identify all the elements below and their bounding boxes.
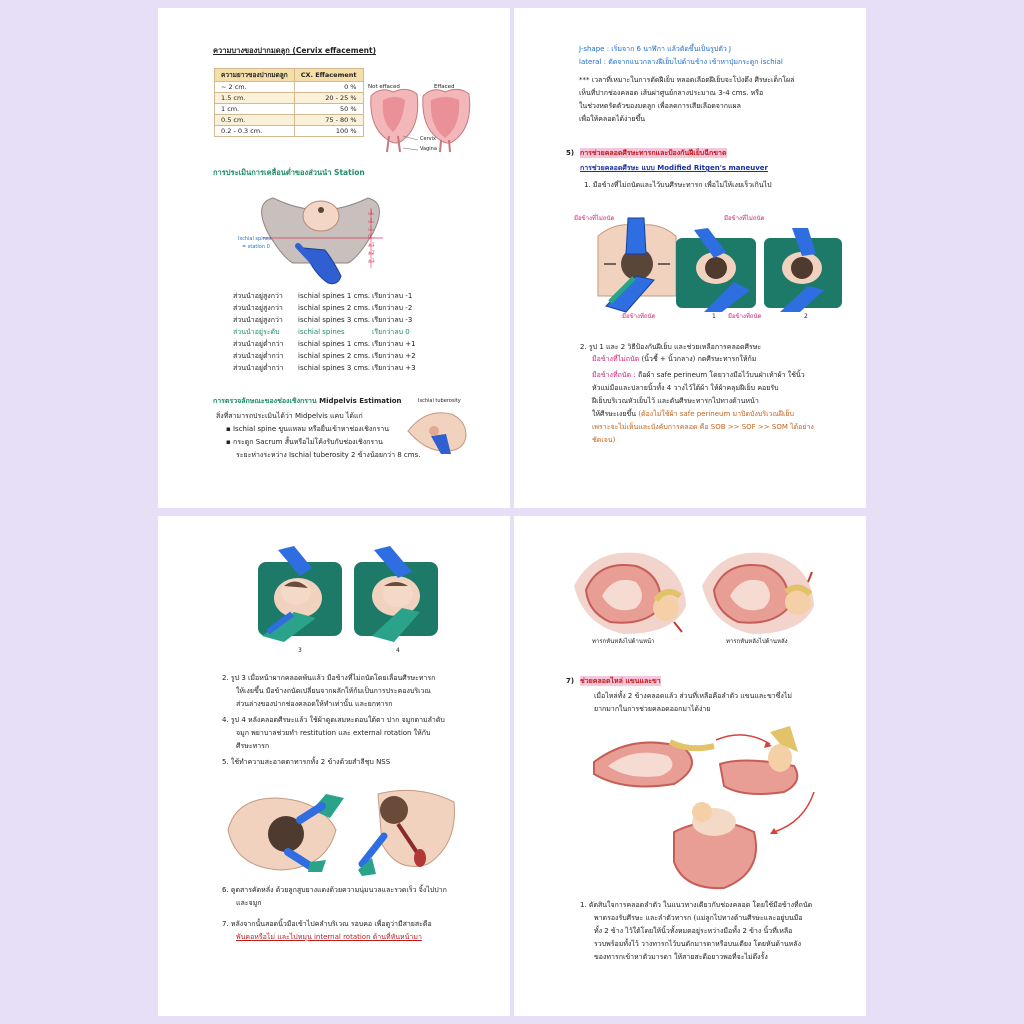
caption-posterior: ทารกหันหลังไปด้านหลัง	[726, 638, 788, 645]
midpelvis-bullet: ▪ Ischial spine ขูนแหลม หรือยื่นเข้าหาช่องเชิงกราน	[226, 425, 389, 433]
body-delivery-illustration	[594, 722, 824, 894]
ritgen-figure-2	[762, 228, 844, 312]
station-title: การประเมินการเคลื่อนต่ำของส่วนนำ Station	[213, 168, 365, 177]
step1-text: 1. มือข้างที่ไม่ถนัดและไว้บนศีรษะทารก เพื่อไม่ให้เงยเร็วเกินไป	[584, 181, 772, 189]
ritgen-figure-left	[596, 216, 678, 312]
step2-b: มือข้างที่ถนัด : ถือผ้า safe perineum โดยวางมือไว้บนฝ่าเท้าผ้า ใช้นิ้ว	[592, 371, 805, 379]
caption-anterior: ทารกหันหลังไปด้านหน้า	[592, 638, 655, 645]
effacement-table: ความยาวของปากมดลูก CX. Effacement ~ 2 cm. 0 % 1.5 cm. 20 - 25 % 1 cm. 50 % 0.5 cm. 75 - 80 % 0.2 - 0.3 cm. 100 %	[214, 68, 364, 137]
station-label-zero: = station 0	[242, 244, 270, 250]
label-nondominant-hand: มือข้างที่ไม่ถนัด	[574, 215, 615, 222]
ischial-tuberosity-label: Ischial tuberosity	[418, 398, 461, 404]
section7-title: ช่วยคลอดไหล่ แขนและขา	[580, 677, 661, 685]
section5-num: 5)	[566, 149, 575, 157]
suction-illustration	[358, 784, 460, 876]
anterior-shoulder-figure	[574, 546, 690, 636]
head-delivery-figure-3	[254, 546, 346, 642]
table-row: ~ 2 cm. 0 %	[215, 82, 364, 93]
midpelvis-intro: สิ่งที่สามารถประเมินได้ว่า Midpelvis แคบ ได้แก่	[216, 412, 363, 420]
label-nondominant-hand: มือข้างที่ไม่ถนัด	[724, 215, 765, 222]
lateral-line: lateral : ตัดจากแนวกลางฝีเย็บไปด้านข้าง เข้าหาปุ่มกระดูก ischial	[579, 58, 783, 66]
table-row: 0.5 cm. 75 - 80 %	[215, 115, 364, 126]
figure-number: 2	[804, 313, 808, 320]
table-row: 1 cm. 50 %	[215, 104, 364, 115]
page-shoulder-delivery: ทารกหันหลังไปด้านหน้า ทารกหันหลังไปด้านหลัง 7) ช่วยคลอดไหล่ แขนและขา เมื่อไหล่ทั้ง 2 ข้างคลอดแล้ว ส่วนที่เหลือคือลำตัว แขนและขาซึ่งไม่ ยากมากในการช่วยคลอดออกมาได้ง่าย 1. ตัดสินใจการคลอดลำตัว ในแนวทางเดียวกับช่องคลอด โดยใช้มือข้างที่ถนัด พาดรองรับศีรษะ และลำตัวทารก (แม่ลูกไปทางด้านศีรษะและอยู่บนมือ ทั้ง 2 ข้าง ไว้ใต้โดยให้นิ้วทั้งหมดอยู่ระหว่างมือทั้ง 2 ข้าง นิ้วที่เหลือ รวบพร้อมทั้งไว้ วางทารกไว้บนตักมารดาหรือบนเตียง โดยหันด้านหลัง ของทารกเข้าหาตัวมารดา ให้สายสะดือยาวพอที่จะไม่ดึงรั้ง	[514, 516, 866, 1016]
station-scale: -3 -2 -1 0 +1 +2 +3	[368, 211, 375, 264]
jshape-line: J-shape : เริ่มจาก 6 นาฬิกา แล้วตัดขึ้นเป็นรูปตัว J	[579, 45, 732, 53]
note-line: เห็นที่ปากช่องคลอด เส้นผ่าศูนย์กลางประมาณ 3-4 cms. หรือ	[579, 89, 764, 97]
midpelvis-bullet: ▪ กระดูก Sacrum สั้นหรือไม่โค้งรับกับช่องเชิงกราน	[226, 438, 383, 446]
figure-number: 1	[712, 313, 716, 320]
figure-number: 4	[396, 647, 400, 654]
note-line: ในช่วงหดรัดตัวของมดลูก เพื่อลดการเสียเลือดจากแผล	[579, 102, 741, 110]
midpelvis-bullet-cont: ระยะห่างระหว่าง Ischial tuberosity 2 ข้างน้อยกว่า 8 cms.	[236, 451, 421, 459]
posterior-shoulder-figure	[702, 546, 818, 636]
page-cervix-station: ความบางของปากมดลูก (Cervix effacement) ความยาวของปากมดลูก CX. Effacement ~ 2 cm. 0 % 1.5 cm. 20 - 25 % 1 cm. 50 % 0.5 cm. 75 - 80 % 0.2 - 0.3 cm. 100 % Not effaced Effaced Cervix Vagina การประเมินการเคลื่อนต่ำของส่วนนำ Station -3 -2 -1 0 +1 +2 +3 Ischial spines = station 0 ส่วนนำอยู่สูงกว่า ischial spines 1 cms. เรียกว่าลบ -1 ส่วนนำอยู่สูงกว่า ischial spines 2 cms. เรียกว่าลบ -2 ส่วนนำอยู่สูงกว่า ischial spines 3 cms. เรียกว่าลบ -3 ส่วนนำอยู่ระดับ ischial spines เรียกว่าลบ 0 ส่วนนำอยู่ต่ำกว่า ischial spines 1 cms. เรียกว่าลบ +1 ส่วนนำอยู่ต่ำกว่า ischial spines 2 cms. เรียกว่าลบ +2 ส่วนนำอยู่ต่ำกว่า ischial spines 3 cms. เรียกว่าลบ +3 การตรวจลักษณะของช่องเชิงกราน Midpelvis Estimation Ischial tuberosity สิ่งที่สามารถประเมินได้ว่า Midpelvis แคบ ได้แก่ ▪ Ischial spine ขูนแหลม หรือยื่นเข้าหาช่องเชิงกราน ▪ กระดูก Sacrum สั้นหรือไม่โค้งรับกับช่องเชิงกราน ระยะห่างระหว่าง Ischial tuberosity 2 ข้างน้อยกว่า 8 cms.	[158, 8, 510, 508]
figure-number: 3	[298, 647, 302, 654]
label-dominant-hand: มือข้างที่ถนัด	[728, 313, 762, 320]
step2-a: มือข้างที่ไม่ถนัด (นิ้วชี้ + นิ้วกลาง) กดศีรษะทารกให้ก้ม	[592, 355, 757, 363]
not-effaced-label: Not effaced	[368, 84, 400, 90]
section5-title: การช่วยคลอดศีรษะทารกและป้องกันฝีเย็บฉีกขาด	[580, 149, 727, 157]
effacement-title: ความบางของปากมดลูก (Cervix effacement)	[213, 46, 377, 55]
table-row: 1.5 cm. 20 - 25 %	[215, 93, 364, 104]
eye-cleaning-illustration	[226, 790, 348, 872]
page-head-delivery: 3 4 2. รูป 3 เมื่อหน้าผากคลอดพ้นแล้ว มือข้างที่ไม่ถนัดโดยเลื่อนศีรษะทารก ให้เงยขึ้น มือข้างถนัดเปลี่ยนจากผลักให้ก้มเป็นการประคองบริเวณ ส่วนล่างของปากช่องคลอดให้ทำเท่านั้น และยกทารก 4. รูป 4 หลังคลอดศีรษะแล้ว ใช้ผ้าดูดเสมหะตอนใต้ตา ปาก จมูกตามลำดับ จมูก พยาบาลช่วยทำ restitution และ external rotation ให้กับ ศีรษะทารก 5. ใช้ทำความสะอาดตาทารกทั้ง 2 ข้างด้วยสำลีชุบ NSS 6. ดูดสารคัดหลั่ง ด้วยลูกสูบยางแดงด้วยความนุ่มนวลและรวดเร็ว จิ้งไปปาก และจมูก 7. หลังจากนั้นสอดนิ้วมือเข้าไปคลำบริเวณ รอบคอ เพื่อดูว่ามีสายสะดือ พันคอหรือไม่ และไปหมุน internal rotation ด้านที่หันหน้ามา	[158, 516, 510, 1016]
midpelvis-title: การตรวจลักษณะของช่องเชิงกราน Midpelvis Estimation	[213, 397, 402, 405]
note-line: เพื่อให้คลอดได้ง่ายขึ้น	[579, 115, 646, 123]
station-label-ischial: Ischial spines	[238, 236, 272, 242]
page-ritgen-maneuver: J-shape : เริ่มจาก 6 นาฬิกา แล้วตัดขึ้นเป็นรูปตัว J lateral : ตัดจากแนวกลางฝีเย็บไปด้านข้าง เข้าหาปุ่มกระดูก ischial *** เวลาที่เหมาะในการตัดฝีเย็บ หลอดเลือดฝีเย็บจะโป่งตึง ศีรษะเด็กโผล่ เห็นที่ปากช่องคลอด เส้นผ่าศูนย์กลางประมาณ 3-4 cms. หรือ ในช่วงหดรัดตัวของมดลูก เพื่อลดการเสียเลือดจากแผล เพื่อให้คลอดได้ง่ายขึ้น 5) การช่วยคลอดศีรษะทารกและป้องกันฝีเย็บฉีกขาด การช่วยคลอดศีรษะ แบบ Modified Ritgen's maneuver 1. มือข้างที่ไม่ถนัดและไว้บนศีรษะทารก เพื่อไม่ให้เงยเร็วเกินไป มือข้างที่ไม่ถนัด มือข้างที่ถนัด มือข้างที่ไม่ถนัด มือข้างที่ถนัด 1 2 2. รูป 1 และ 2 วิธีป้องกันฝีเย็บ และช่วยเหลือการคลอดศีรษะ มือข้างที่ไม่ถนัด (นิ้วชี้ + นิ้วกลาง) กดศีรษะทารกให้ก้ม มือข้างที่ถนัด : ถือผ้า safe perineum โดยวางมือไว้บนฝ่าเท้าผ้า ใช้นิ้ว หัวแม่มือและปลายนิ้วทั้ง 4 วางไว้ใต้ผ้า ให้ผ้าคลุมฝีเย็บ คอยรับ ฝีเย็บบริเวณหัวเย็บไว้ และดันศีรษะทารกไปทางด้านหน้า ให้ศีรษะเงยขึ้น (ต้องไม่ใช้ผ้า safe perineum มาปิดบังบริเวณฝีเย็บ เพราะจะไม่เห็นและบังคับการคลอด คือ SOB >> SOF >> SOM ได้อย่าง ชัดเจน)	[514, 8, 866, 508]
cervix-label: Cervix	[420, 136, 436, 142]
head-delivery-figure-4	[350, 546, 442, 642]
table-row: 0.2 - 0.3 cm. 100 %	[215, 126, 364, 137]
midpelvis-exam-illustration	[406, 406, 471, 456]
vagina-label: Vagina	[420, 146, 437, 152]
label-dominant-hand: มือข้างที่ถนัด	[622, 313, 656, 320]
step2-head: 2. รูป 1 และ 2 วิธีป้องกันฝีเย็บ และช่วยเหลือการคลอดศีรษะ	[580, 343, 762, 351]
effaced-label: Effaced	[434, 84, 455, 90]
note-line: *** เวลาที่เหมาะในการตัดฝีเย็บ หลอดเลือดฝีเย็บจะโป่งตึง ศีรษะเด็กโผล่	[579, 76, 795, 84]
section7-num: 7)	[566, 677, 575, 685]
ritgen-figure-1	[674, 228, 759, 312]
section5-sub: การช่วยคลอดศีรษะ แบบ Modified Ritgen's maneuver	[580, 164, 768, 172]
